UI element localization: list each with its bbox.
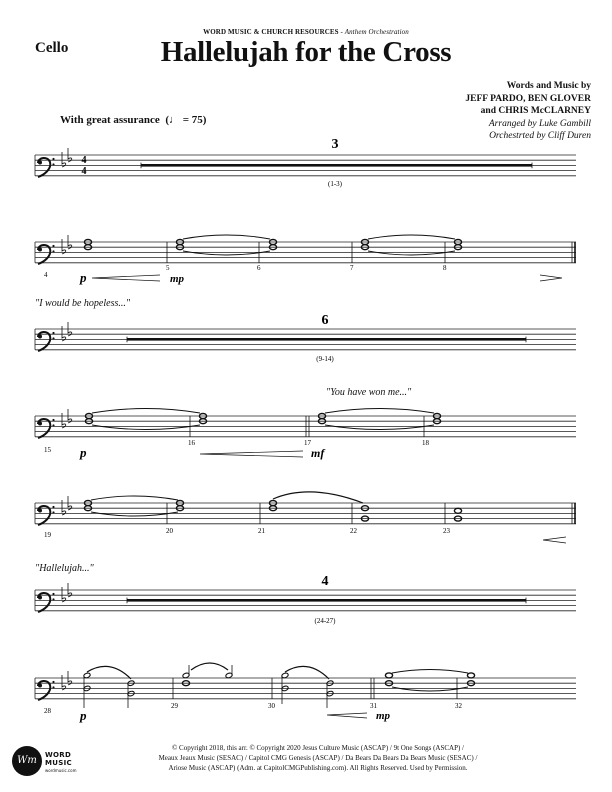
copyright-line-2: Meaux Jeaux Music (SESAC) / Capitol CMG Genesis (ASCAP) / Da Bears Da Bears Da Bears Music (SESAC) / [158,754,478,762]
logo-mark-icon: Wm [12,746,42,776]
measure-number: 15 [44,446,51,454]
measure-number: 5 [166,264,170,272]
measure-number: 22 [350,527,357,535]
measure-number: 32 [455,702,462,710]
staff-system-5 [35,492,576,543]
crescendo-hairpin [543,537,566,543]
bass-clef-icon [38,245,55,264]
cue-text-2: "You have won me..." [326,387,412,398]
multirest-count: 3 [331,137,339,152]
measure-number: 8 [443,264,447,272]
credits-composers-1: JEFF PARDO, BEN GLOVER [465,93,591,104]
measure-number: 6 [257,264,261,272]
multirest-bar [127,599,526,602]
dynamic-marking: mp [170,273,185,285]
time-signature-top: 4 [81,155,87,166]
measure-number: 19 [44,531,51,539]
logo-name: WORD MUSIC [45,751,72,767]
copyright-line-3: Ariose Music (ASCAP) (Adm. at CapitolCMGPublishing.com). All Rights Reserved. Used by Permission. [168,764,468,772]
measure-number: 21 [258,527,265,535]
word-music-logo [12,746,97,778]
dynamic-marking: p [80,270,87,285]
staff-system-3 [35,313,576,363]
dynamic-marking: mp [376,710,391,722]
key-signature-flats-icon [62,583,72,602]
multirest-count: 4 [321,574,329,589]
logo-url: wordmusic.com [45,768,77,773]
cue-text-3: "Hallelujah..." [35,563,94,574]
credits-composers-2: and CHRIS McCLARNEY [480,106,591,116]
tempo-bpm: = 75 [182,114,203,126]
multirest-bar [141,164,532,167]
crescendo-hairpin [327,713,367,718]
tempo-text: With great assurance [60,114,160,126]
time-signature-bottom: 4 [81,166,87,177]
dynamic-marking: p [80,708,87,723]
staff-system-2 [35,235,576,285]
cue-text-1: "I would be hopeless..." [35,298,131,309]
staff-system-4 [35,409,576,461]
dynamic-marking: p [80,445,87,460]
key-signature-flats-icon [62,322,72,341]
dynamic-marking: mf [311,446,325,460]
multirest-range: (9-14) [316,355,334,363]
staff-system-1 [35,137,576,188]
staff-system-6 [35,574,576,625]
multirest-range: (24-27) [314,617,336,625]
bass-clef-icon [38,681,55,700]
credits-orchestrator: Orchestrted by Cliff Duren [489,131,591,141]
multirest-range: (1-3) [328,180,342,188]
credits-words-music: Words and Music by [506,81,591,91]
measure-number: 30 [268,702,275,710]
measure-number: 4 [44,271,48,279]
key-signature-flats-icon [62,409,72,428]
measure-number: 31 [370,702,377,710]
tempo-marking: With great assurance (♩ = 75) [60,114,207,126]
key-signature-flats-icon [62,496,72,515]
measure-number: 16 [188,439,195,447]
crescendo-hairpin [92,275,160,281]
multirest-bar [127,338,526,341]
bass-clef-icon [38,158,55,177]
instrument-name: Cello [35,40,69,56]
measure-number: 23 [443,527,450,535]
measure-number: 17 [304,439,311,447]
measure-number: 28 [44,707,51,715]
key-signature-flats-icon [62,671,72,690]
crescendo-hairpin [200,451,303,457]
publisher-subtitle: - Anthem Orchestration [338,28,409,36]
decrescendo-hairpin [540,275,562,281]
copyright-line-1: © Copyright 2018, this arr. © Copyright 2020 Jesus Culture Music (ASCAP) / 9t One Songs (ASCAP) / [171,744,464,752]
bass-clef-icon [38,419,55,438]
measure-number: 20 [166,527,173,535]
quarter-note-icon: ♩ [168,114,180,126]
page-title: Hallelujah for the Cross [160,36,452,68]
credits-arranger: Arranged by Luke Gambill [488,118,591,129]
publisher-name: WORD MUSIC & CHURCH RESOURCES [203,28,339,36]
measure-number: 18 [422,439,429,447]
key-signature-flats-icon [62,235,72,254]
copyright-footer [118,743,518,773]
measure-number: 7 [350,264,354,272]
key-signature-flats-icon [62,148,72,167]
measure-number: 29 [171,702,178,710]
bass-clef-icon [38,506,55,525]
bass-clef-icon [38,332,55,351]
bass-clef-icon [38,593,55,612]
staff-system-7 [35,663,576,723]
multirest-count: 6 [321,313,329,328]
